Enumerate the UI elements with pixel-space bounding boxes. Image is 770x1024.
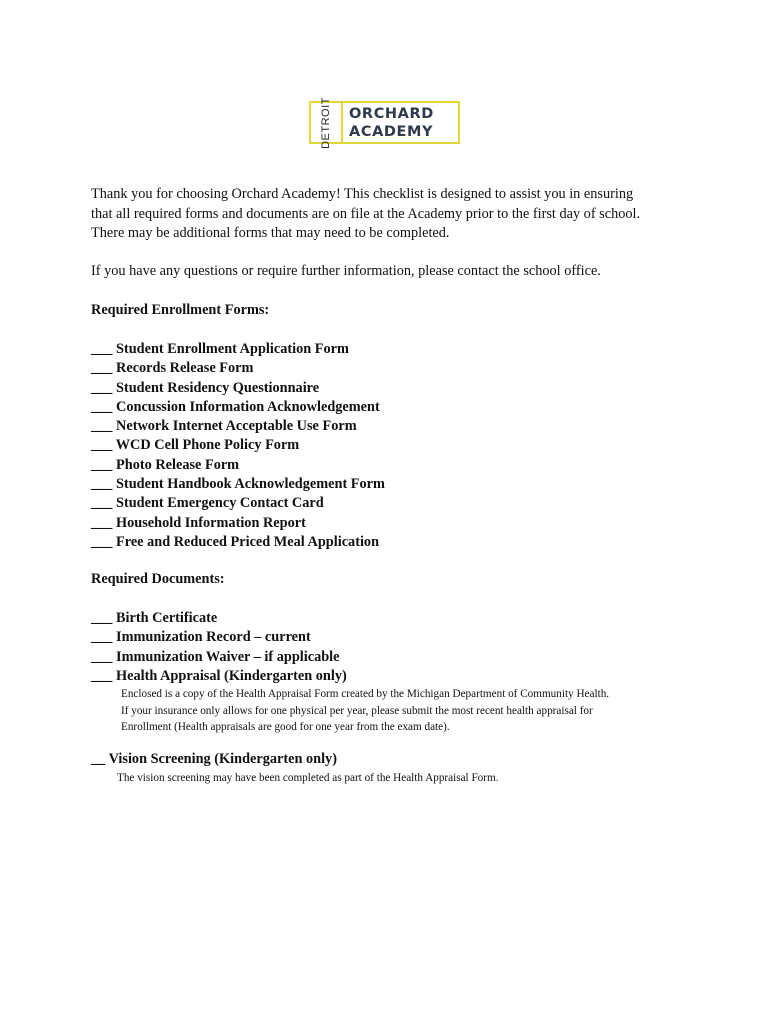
orchard-academy-logo bbox=[309, 96, 460, 149]
checklist-item: ___ Photo Release Form bbox=[91, 456, 240, 473]
intro-line: that all required forms and documents are on file at the Academy prior to the first day of school. bbox=[91, 205, 641, 222]
checklist-item: ___ Student Residency Questionnaire bbox=[91, 379, 320, 396]
logo-name-line-2: ACADEMY bbox=[349, 123, 434, 140]
checklist-item: ___ Student Handbook Acknowledgement Form bbox=[91, 476, 385, 493]
intro-paragraph bbox=[91, 185, 691, 244]
checklist-item: ___ Student Emergency Contact Card bbox=[91, 495, 324, 512]
note-line: Enclosed is a copy of the Health Appraisal Form created by the Michigan Department of Community Health. bbox=[121, 688, 610, 700]
note-line: If your insurance only allows for one physical per year, please submit the most recent health appraisal for bbox=[121, 704, 593, 717]
checklist-item: ___ Immunization Waiver – if applicable bbox=[91, 648, 340, 665]
checklist-item: ___ Concussion Information Acknowledgement bbox=[91, 398, 380, 415]
checklist-item: ___ Student Enrollment Application Form bbox=[91, 341, 349, 357]
vision-screening-item: __ Vision Screening (Kindergarten only) bbox=[91, 751, 337, 767]
checklist-item: ___ Free and Reduced Priced Meal Application bbox=[91, 533, 380, 550]
contact-paragraph: If you have any questions or require further information, please contact the school office. bbox=[91, 263, 601, 279]
health-appraisal-note bbox=[121, 686, 609, 736]
logo-city-text: DETROIT bbox=[320, 96, 332, 149]
required-documents-checklist bbox=[91, 609, 347, 686]
checklist-item: ___ Household Information Report bbox=[91, 514, 306, 531]
enrollment-forms-checklist bbox=[91, 340, 385, 552]
logo-city-panel bbox=[311, 96, 343, 149]
enrollment-forms-heading: Required Enrollment Forms: bbox=[91, 302, 270, 318]
checklist-item: ___ WCD Cell Phone Policy Form bbox=[91, 437, 300, 454]
checklist-item: ___ Health Appraisal (Kindergarten only) bbox=[91, 667, 347, 684]
intro-line: There may be additional forms that may need to be completed. bbox=[91, 225, 450, 241]
checklist-item: ___ Immunization Record – current bbox=[91, 629, 311, 646]
intro-line: Thank you for choosing Orchard Academy! This checklist is designed to assist you in ensuring bbox=[91, 186, 634, 202]
logo-name-panel bbox=[343, 103, 458, 142]
required-documents-heading: Required Documents: bbox=[91, 571, 225, 587]
note-line: Enrollment (Health appraisals are good for one year from the exam date). bbox=[121, 721, 450, 733]
checklist-item: ___ Records Release Form bbox=[91, 360, 254, 377]
vision-screening-note: The vision screening may have been completed as part of the Health Appraisal Form. bbox=[117, 772, 499, 784]
checklist-item: ___ Birth Certificate bbox=[91, 610, 218, 626]
logo-name-line-1: ORCHARD bbox=[349, 105, 434, 122]
checklist-item: ___ Network Internet Acceptable Use Form bbox=[91, 418, 357, 435]
